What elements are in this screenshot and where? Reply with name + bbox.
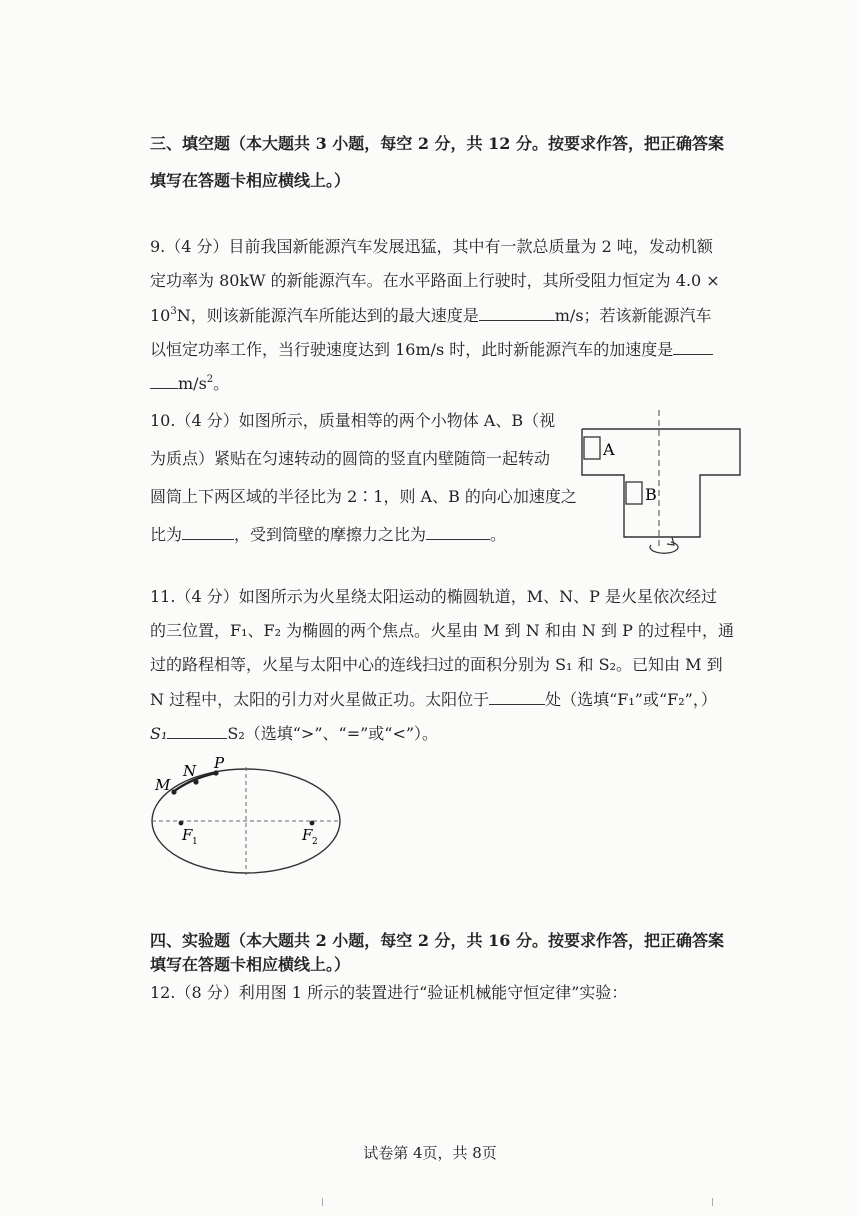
object-b-label: B	[645, 485, 657, 504]
q11-line4	[150, 688, 717, 711]
section3-title-line1: 三、填空题（本大题共 3 小题，每空 2 分，共 12 分。按要求作答，把正确答案	[150, 134, 724, 153]
page-footer: 试卷第 4页，共 8页	[363, 1144, 497, 1162]
label-f1: F	[182, 826, 193, 844]
label-m: M	[155, 776, 171, 794]
q9-line3-sup: 3	[170, 306, 177, 317]
q9-line2: 定功率为 80kW 的新能源汽车。在水平路面上行驶时，其所受阻力恒定为 4.0 ×	[150, 271, 720, 290]
point-m	[171, 789, 176, 794]
q10-line3: 圆筒上下两区域的半径比为 2∶1，则 A、B 的向心加速度之	[150, 487, 577, 506]
q10-line4-a: 比为	[150, 525, 183, 544]
scan-mark-left	[322, 1198, 323, 1206]
q10-line4-b: ，受到筒壁的摩擦力之比为	[234, 525, 427, 544]
label-f1-sub: 1	[192, 837, 198, 847]
object-a-box	[584, 437, 600, 459]
q11-line1: 11.（4 分）如图所示为火星绕太阳运动的椭圆轨道，M、N、P 是火星依次经过	[150, 587, 717, 606]
q11-line4-b: 处（选填“F₁”或“F₂”，）	[545, 690, 717, 709]
q11-line5-a: S₁	[150, 724, 168, 743]
scan-mark-right	[712, 1198, 713, 1206]
object-b-box	[626, 482, 642, 504]
q9-line4	[150, 338, 713, 361]
q10-cylinder-figure	[575, 405, 750, 555]
q9-line1: 9.（4 分）目前我国新能源汽车发展迅猛，其中有一款总质量为 2 吨，发动机额	[150, 237, 713, 256]
q10-line4	[150, 523, 506, 546]
label-n: N	[183, 762, 197, 780]
q9-line3-a: 10	[150, 306, 171, 325]
q9-answer-blank-2b[interactable]	[150, 372, 178, 389]
q10-line2: 为质点）紧贴在匀速转动的圆筒的竖直内壁随筒一起转动	[150, 449, 551, 468]
label-p: P	[214, 755, 225, 772]
q11-line5	[150, 722, 438, 745]
rotation-arrow-head	[667, 537, 674, 545]
object-a-label: A	[603, 440, 615, 459]
q11-line5-b: S₂（选填“>”、“=”或“<”）。	[227, 724, 439, 743]
q9-answer-blank-2a[interactable]	[673, 338, 713, 355]
label-f2: F	[302, 826, 313, 844]
focus-f2	[310, 821, 315, 826]
q10-answer-blank-2[interactable]	[426, 523, 490, 540]
point-n	[193, 779, 198, 784]
q10-answer-blank-1[interactable]	[182, 523, 234, 540]
label-f2-sub: 2	[312, 837, 318, 847]
q11-line2: 的三位置，F₁、F₂ 为椭圆的两个焦点。火星由 M 到 N 和由 N 到 P 的过程中，通	[150, 621, 734, 640]
q9-line5	[150, 372, 229, 395]
q10-line1: 10.（4 分）如图所示，质量相等的两个小物体 A、B（视	[150, 411, 556, 430]
q11-line4-a: N 过程中，太阳的引力对火星做正功。太阳位于	[150, 690, 490, 709]
focus-f1	[179, 821, 184, 826]
q10-line4-c: 。	[490, 525, 507, 544]
q9-answer-blank-1[interactable]	[479, 304, 555, 321]
q9-line5-sup: 2	[206, 374, 214, 385]
section4-title-line2: 填写在答题卡相应横线上。）	[150, 955, 351, 974]
q9-line5-end: 。	[213, 374, 230, 393]
section4-title-line1: 四、实验题（本大题共 2 小题，每空 2 分，共 16 分。按要求作答，把正确答案	[150, 931, 724, 950]
q9-line3-c: m/s；若该新能源汽车	[554, 306, 712, 325]
q9-line3	[150, 304, 712, 327]
q9-line3-b: N，则该新能源汽车所能达到的最大速度是	[176, 306, 479, 325]
q11-answer-blank-2[interactable]	[167, 722, 227, 739]
q11-answer-blank-1[interactable]	[489, 688, 545, 705]
section3-title-line2: 填写在答题卡相应横线上。）	[150, 171, 351, 190]
q11-orbit-figure	[145, 755, 355, 880]
q9-line5-unit: m/s	[178, 374, 207, 393]
q9-line4-text: 以恒定功率工作，当行驶速度达到 16m/s 时，此时新能源汽车的加速度是	[150, 340, 674, 359]
q11-line3: 过的路程相等，火星与太阳中心的连线扫过的面积分别为 S₁ 和 S₂。已知由 M 到	[150, 655, 723, 674]
q12-line1: 12.（8 分）利用图 1 所示的装置进行“验证机械能守恒定律”实验：	[150, 983, 628, 1002]
